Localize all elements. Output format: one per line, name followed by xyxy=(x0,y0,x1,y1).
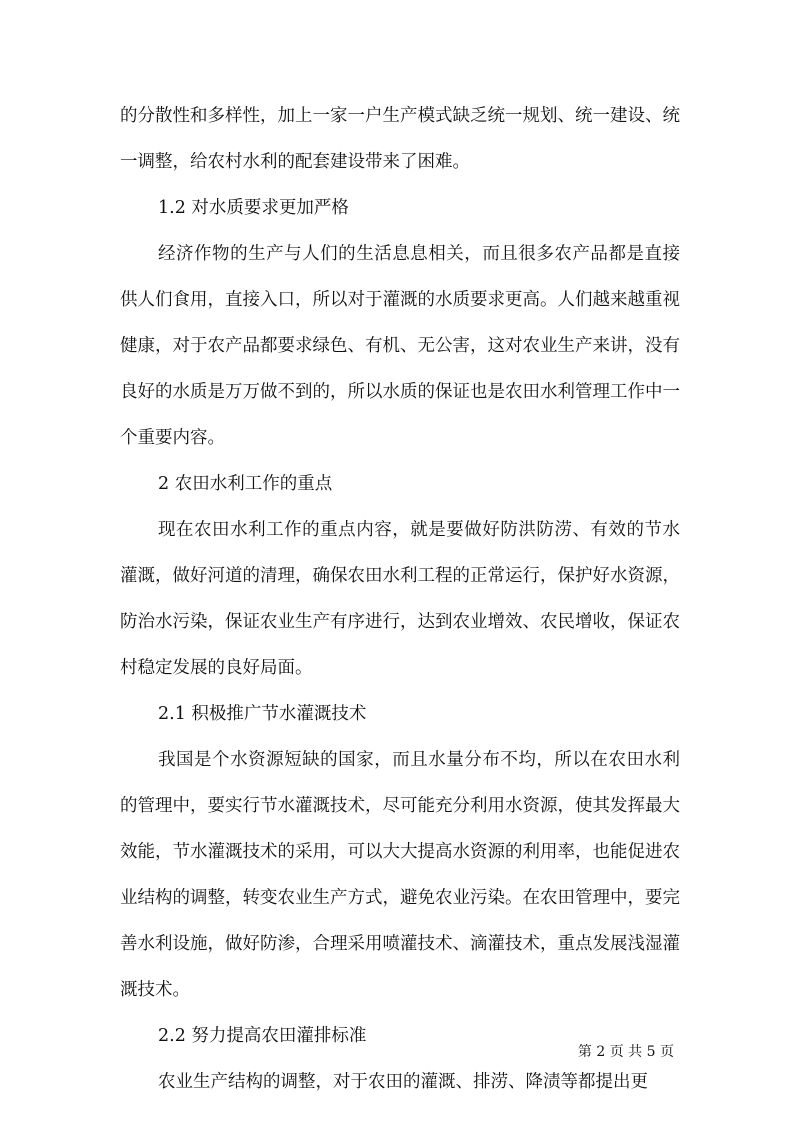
document-body xyxy=(120,93,680,1105)
paragraph: 现在农田水利工作的重点内容，就是要做好防洪防涝、有效的节水灌溉，做好河道的清理，确保农田水利工程的正常运行，保护好水资源，防治水污染，保证农业生产有序进行，达到农业增效、农民增收，保证农村稳定发展的良好局面。 xyxy=(120,520,680,678)
paragraph: 经济作物的生产与人们的生活息息相关，而且很多农产品都是直接供人们食用，直接入口，所以对于灌溉的水质要求更高。人们越来越重视健康，对于农产品都要求绿色、有机、无公害，这对农业生产来讲，没有良好的水质是万万做不到的，所以水质的保证也是农田水利管理工作中一个重要内容。 xyxy=(120,244,680,448)
section-heading: 1.2 对水质要求更加严格 xyxy=(158,198,349,218)
section-heading: 2 农田水利工作的重点 xyxy=(158,474,333,494)
paragraph: 我国是个水资源短缺的国家，而且水量分布不均，所以在农田水利的管理中，要实行节水灌溉技术，尽可能充分利用水资源，使其发挥最大效能，节水灌溉技术的采用，可以大大提高水资源的利用率，也能促进农业结构的调整，转变农业生产方式，避免农业污染。在农田管理中，要完善水利设施，做好防渗，合理采用喷灌技术、滴灌技术，重点发展浅湿灌溉技术。 xyxy=(120,750,680,1000)
section-heading: 2.1 积极推广节水灌溉技术 xyxy=(158,704,367,724)
section-heading: 2.2 努力提高农田灌排标准 xyxy=(158,1026,367,1046)
paragraph: 的分散性和多样性，加上一家一户生产模式缺乏统一规划、统一建设、统一调整，给农村水利的配套建设带来了困难。 xyxy=(120,106,680,172)
page-number-footer: 第 2 页 共 5 页 xyxy=(577,1044,674,1060)
paragraph: 农业生产结构的调整，对于农田的灌溉、排涝、降渍等都提出更 xyxy=(158,1072,648,1092)
